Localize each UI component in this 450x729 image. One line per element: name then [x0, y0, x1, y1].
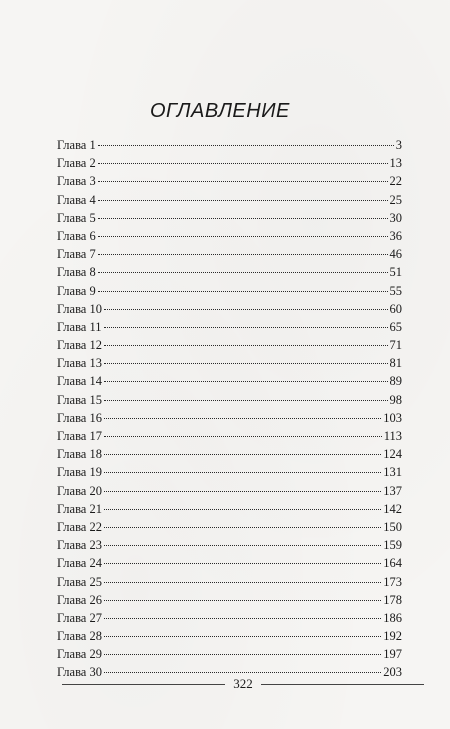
- toc-entry-label: Глава 18: [57, 447, 102, 462]
- toc-entry-page: 103: [383, 410, 402, 425]
- toc-title: ОГЛАВЛЕНИЕ: [150, 100, 290, 122]
- toc-dot-leader: [104, 618, 381, 619]
- toc-entry-page: 46: [389, 247, 402, 262]
- toc-entry: [57, 209, 402, 227]
- toc-entry: [57, 391, 402, 409]
- toc-entry-page: 60: [389, 301, 402, 316]
- toc-dot-leader: [104, 454, 381, 455]
- toc-entry-page: 71: [389, 338, 402, 353]
- toc-dot-leader: [104, 381, 388, 382]
- toc-dot-leader: [104, 545, 381, 546]
- toc-entry-page: 22: [389, 174, 402, 189]
- toc-entry: [57, 536, 402, 554]
- toc-entry-label: Глава 20: [57, 483, 102, 498]
- toc-dot-leader: [104, 527, 381, 528]
- toc-entry-page: 51: [389, 265, 402, 280]
- toc-entry-page: 142: [383, 501, 402, 516]
- toc-entry-label: Глава 23: [57, 538, 102, 553]
- toc-entry-label: Глава 29: [57, 647, 102, 662]
- toc-entry-page: 203: [383, 665, 402, 680]
- toc-entry: [57, 263, 402, 281]
- toc-entry: [57, 518, 402, 536]
- toc-entry-page: 197: [383, 647, 402, 662]
- toc-entry-label: Глава 22: [57, 519, 102, 534]
- toc-entry-label: Глава 30: [57, 665, 102, 680]
- toc-entry-page: 25: [389, 192, 402, 207]
- toc-dot-leader: [98, 291, 388, 292]
- toc-dot-leader: [104, 418, 381, 419]
- toc-entry-label: Глава 7: [57, 247, 96, 262]
- toc-entry-label: Глава 5: [57, 210, 96, 225]
- toc-entry-page: 164: [383, 556, 402, 571]
- toc-entry: [57, 172, 402, 190]
- page-number: 322: [233, 676, 253, 691]
- toc-dot-leader: [104, 563, 381, 564]
- toc-entry-page: 65: [389, 319, 402, 334]
- toc-entry: [57, 227, 402, 245]
- toc-dot-leader: [104, 509, 381, 510]
- toc-entry: [57, 609, 402, 627]
- toc-entry-label: Глава 6: [57, 228, 96, 243]
- toc-entry: [57, 282, 402, 300]
- toc-entry-page: 113: [383, 429, 402, 443]
- toc-entry: [57, 573, 402, 591]
- toc-entry-label: Глава 25: [57, 574, 102, 589]
- toc-dot-leader: [98, 254, 388, 255]
- toc-entry: [57, 445, 402, 463]
- toc-entry: [57, 645, 402, 663]
- toc-entry: [57, 482, 402, 500]
- toc-entry-page: 192: [383, 629, 402, 644]
- toc-dot-leader: [104, 327, 388, 328]
- toc-entry-page: 55: [389, 283, 402, 298]
- toc-entry-page: 36: [389, 228, 402, 243]
- toc-dot-leader: [104, 309, 388, 310]
- toc-entry: [57, 463, 402, 481]
- toc-entry-page: 150: [383, 519, 402, 534]
- toc-entry-page: 137: [383, 483, 402, 498]
- toc-entry-label: Глава 2: [57, 156, 96, 171]
- toc-entry-page: 178: [383, 592, 402, 607]
- toc-dot-leader: [98, 145, 394, 146]
- toc-entry-page: 124: [383, 447, 402, 462]
- toc-entry-label: Глава 21: [57, 501, 102, 516]
- toc-entry-label: Глава 16: [57, 410, 102, 425]
- footer-rule-left: [62, 684, 225, 685]
- toc-dot-leader: [98, 272, 388, 273]
- toc-entry-label: Глава 12: [57, 338, 102, 353]
- toc-entry-page: 30: [389, 210, 402, 225]
- toc-dot-leader: [104, 582, 381, 583]
- toc-entry: [57, 318, 402, 336]
- toc-entry-label: Глава 15: [57, 392, 102, 407]
- toc-entry-page: 173: [383, 574, 402, 589]
- toc-entry-label: Глава 19: [57, 465, 102, 480]
- toc-entry: [57, 500, 402, 518]
- toc-entry-label: Глава 4: [57, 192, 96, 207]
- toc-entry: [57, 336, 402, 354]
- toc-entry-label: Глава 11: [57, 319, 102, 334]
- toc-entry-label: Глава 26: [57, 592, 102, 607]
- toc-entry-label: Глава 1: [57, 138, 96, 152]
- toc-dot-leader: [98, 236, 388, 237]
- toc-dot-leader: [98, 218, 388, 219]
- toc-dot-leader: [98, 181, 388, 182]
- toc-entry-label: Глава 14: [57, 374, 102, 389]
- toc-entry-page: 159: [383, 538, 402, 553]
- toc-dot-leader: [104, 491, 381, 492]
- toc-entry-page: 13: [389, 156, 402, 171]
- toc-entry: [57, 427, 402, 445]
- toc-entry: [57, 191, 402, 209]
- toc-list: [57, 136, 402, 682]
- toc-entry-page: 131: [383, 465, 402, 480]
- toc-entry-label: Глава 24: [57, 556, 102, 571]
- toc-entry: [57, 627, 402, 645]
- toc-entry-label: Глава 17: [57, 429, 102, 443]
- toc-dot-leader: [104, 400, 388, 401]
- toc-dot-leader: [104, 636, 381, 637]
- toc-dot-leader: [104, 654, 381, 655]
- toc-entry: [57, 554, 402, 572]
- toc-entry: [57, 591, 402, 609]
- toc-entry: [57, 409, 402, 427]
- toc-entry: [57, 245, 402, 263]
- toc-entry: [57, 300, 402, 318]
- toc-entry: [57, 372, 402, 390]
- toc-entry: [57, 154, 402, 172]
- toc-dot-leader: [104, 345, 388, 346]
- toc-entry-page: 186: [383, 610, 402, 625]
- toc-dot-leader: [104, 672, 381, 673]
- toc-entry-label: Глава 9: [57, 283, 96, 298]
- toc-entry-label: Глава 28: [57, 629, 102, 644]
- footer-rule-right: [261, 684, 424, 685]
- page-footer: [62, 676, 424, 692]
- toc-entry-page: 3: [395, 138, 402, 152]
- toc-dot-leader: [104, 436, 382, 437]
- toc-entry-label: Глава 10: [57, 301, 102, 316]
- toc-entry-label: Глава 27: [57, 610, 102, 625]
- toc-dot-leader: [104, 472, 381, 473]
- toc-entry-label: Глава 3: [57, 174, 96, 189]
- toc-entry: [57, 136, 402, 154]
- toc-entry-label: Глава 13: [57, 356, 102, 371]
- toc-entry-page: 98: [389, 392, 402, 407]
- toc-dot-leader: [98, 200, 388, 201]
- toc-entry-label: Глава 8: [57, 265, 96, 280]
- toc-dot-leader: [104, 600, 381, 601]
- toc-entry: [57, 354, 402, 372]
- toc-entry-page: 89: [389, 374, 402, 389]
- toc-dot-leader: [104, 363, 388, 364]
- toc-dot-leader: [98, 163, 388, 164]
- toc-entry-page: 81: [389, 356, 402, 371]
